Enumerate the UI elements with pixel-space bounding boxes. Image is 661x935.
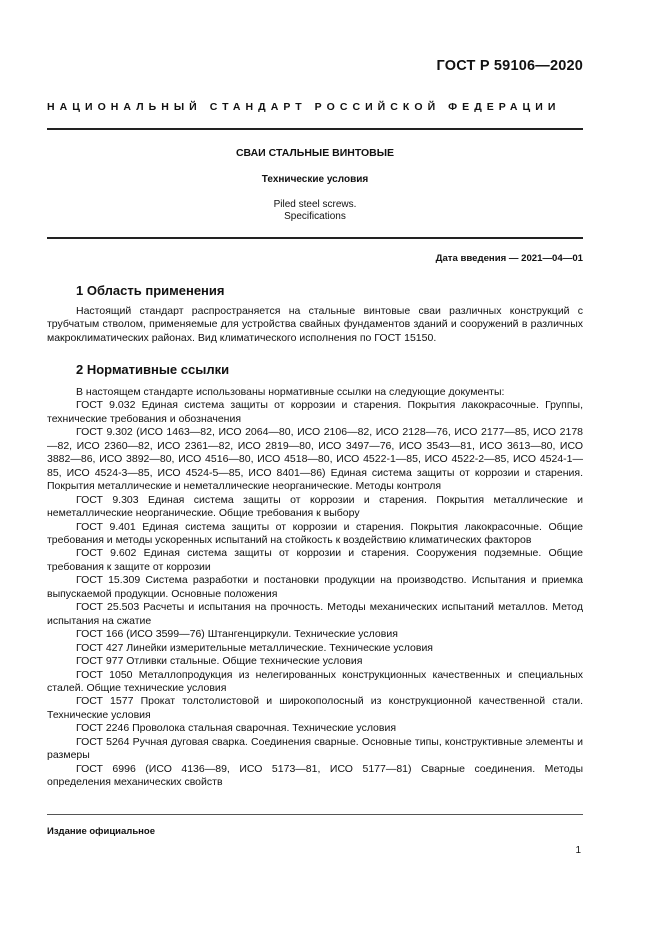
section-2-body [47,386,583,790]
national-standard-banner: НАЦИОНАЛЬНЫЙ СТАНДАРТ РОССИЙСКОЙ ФЕДЕРАЦИИ [47,101,561,113]
reference-item: ГОСТ 9.401 Единая система защиты от коррозии и старения. Покрытия лакокрасочные. Общие требования и методы ускоренных испытаний на стойкость к воздействию климатических факторов [47,520,583,546]
english-title [47,199,583,223]
introduction-date: Дата введения — 2021—04—01 [435,253,583,264]
reference-item: ГОСТ 9.302 (ИСО 1463—82, ИСО 2064—80, ИСО 2106—82, ИСО 2128—76, ИСО 2177—85, ИСО 2178—82, ИСО 2360—82, ИСО 2361—82, ИСО 2819—80, ИСО 3497—76, ИСО 3543—81, ИСО 3613—80, ИСО 3882—86, ИСО 3892—80, ИСО 4516—80, ИСО 4518—80, ИСО 4522-1—85, ИСО 4522-2—85, ИСО 4524-1—85, ИСО 4524-3—85, ИСО 4524-5—85, ИСО 8401—86) Единая система защиты от коррозии и старения. Покрытия металлические и неметаллические неорганические. Методы контроля [47,426,583,493]
reference-item: ГОСТ 9.602 Единая система защиты от коррозии и старения. Сооружения подземные. Общие требования к защите от коррозии [47,547,583,573]
reference-item: ГОСТ 166 (ИСО 3599—76) Штангенциркули. Технические условия [76,628,398,641]
header-divider [47,128,583,130]
reference-item: ГОСТ 427 Линейки измерительные металлические. Технические условия [76,641,433,654]
reference-item: ГОСТ 25.503 Расчеты и испытания на прочность. Методы механических испытаний металлов. Метод испытания на сжатие [47,601,583,627]
reference-item: ГОСТ 6996 (ИСО 4136—89, ИСО 5173—81, ИСО 5177—81) Сварные соединения. Методы определения механических свойств [47,762,583,789]
reference-item: ГОСТ 9.303 Единая система защиты от коррозии и старения. Покрытия металлические и неметаллические неорганические. Общие требования к выбору [47,493,583,520]
reference-intro: В настоящем стандарте использованы нормативные ссылки на следующие документы: [76,386,505,398]
document-subtitle: Технические условия [261,174,369,185]
page-number: 1 [575,845,581,856]
title-divider [47,237,583,239]
reference-item: ГОСТ 5264 Ручная дуговая сварка. Соединения сварные. Основные типы, конструктивные элементы и размеры [47,735,583,762]
reference-item: ГОСТ 15.309 Система разработки и постановки продукции на производство. Испытания и приемка выпускаемой продукции. Основные положения [47,574,583,600]
document-title: СВАИ СТАЛЬНЫЕ ВИНТОВЫЕ [235,147,395,159]
reference-item: ГОСТ 9.032 Единая система защиты от коррозии и старения. Покрытия лакокрасочные. Группы, технические требования и обозначения [47,399,583,425]
section-1-body [47,305,583,345]
english-title-line-2: Specifications [284,211,346,222]
english-title-line-1: Piled steel screws. [273,199,357,210]
footer-divider [47,814,583,815]
reference-item: ГОСТ 1050 Металлопродукция из нелегированных конструкционных качественных и специальных сталей. Общие технические условия [47,668,583,694]
section-2-heading: 2 Нормативные ссылки [76,362,230,377]
reference-item: ГОСТ 977 Отливки стальные. Общие технические условия [76,655,363,668]
document-code: ГОСТ Р 59106—2020 [436,58,583,74]
official-edition-label: Издание официальное [47,826,155,837]
reference-item: ГОСТ 2246 Проволока стальная сварочная. Технические условия [76,722,397,735]
section-1-paragraph: Настоящий стандарт распространяется на стальные винтовые сваи различных конструкций с трубчатым стволом, применяемые для устройства свайных фундаментов зданий и сооружений в различных макроклиматических районах. Вид климатического исполнения по ГОСТ 15150. [47,305,583,344]
reference-item: ГОСТ 1577 Прокат толстолистовой и широкополосный из конструкционной качественной стали. Технические условия [47,695,583,721]
section-1-heading: 1 Область применения [76,283,225,298]
